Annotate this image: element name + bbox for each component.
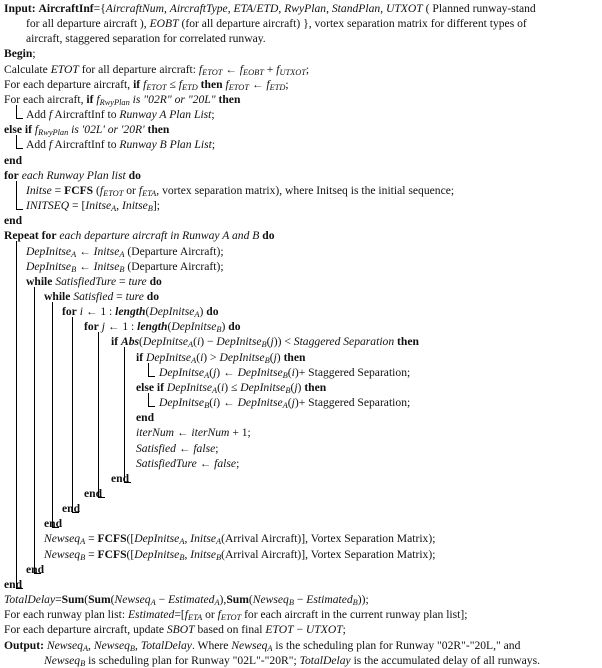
block-scope-line — [16, 181, 23, 210]
algorithm-line: if DepInitse$_A$(i) > DepInitse$_B$(j) then — [136, 350, 306, 365]
algorithm-line: TotalDelay=Sum(Sum(Newseq$_A$ − Estimated$_A$),Sum(Newseq$_B$ − Estimated$_B$)); — [4, 593, 369, 608]
block-scope-line — [16, 135, 23, 149]
algorithm-line: DepInitse$_A$(j) ← DepInitse$_B$(i)+ Staggered Separation; — [159, 365, 411, 380]
algorithm-line: Newseq$_A$ = FCFS([DepInitse$_A$, Initse$_A$(Arrival Aircraft)], Vortex Separation Matrix); — [44, 532, 436, 547]
algorithm-line: For each aircraft, if $f_{RwyPlan}$ is "02R" or "20L" then — [4, 92, 241, 108]
block-scope-line — [124, 347, 131, 483]
algorithm-line: Satisfied ← false; — [136, 441, 219, 455]
algorithm-line: Repeat for each departure aircraft in Runway A and B do — [4, 229, 275, 243]
algorithm-line: end — [4, 153, 23, 167]
algorithm-line: end — [62, 502, 81, 516]
algorithm-line: SatisfiedTure ← false; — [136, 456, 240, 470]
algorithm-line: else if DepInitse$_A$(i) ≤ DepInitse$_B$(j) then — [136, 380, 327, 395]
algorithm-line: iterNum ← iterNum + 1; — [136, 426, 251, 440]
block-scope-line — [34, 287, 41, 574]
algorithm-line: for all departure aircraft ), EOBT (for all departure aircraft) }, vortex separation matrix for different types of — [26, 17, 527, 31]
algorithm-line: Output: Newseq$_A$, Newseq$_B$, TotalDelay. Where Newseq$_A$ is the scheduling plan for Runway "02R"-"20L," and — [4, 638, 521, 653]
algorithm-line: for j ← 1 : length(DepInitse$_B$) do — [84, 320, 241, 335]
block-scope-line — [52, 302, 59, 528]
algorithm-line: Newseq$_B$ is scheduling plan for Runway "02L"-"20R"; TotalDelay is the accumulated delay of all runways. — [44, 653, 540, 668]
algorithm-line: for i ← 1 : length(DepInitse$_A$) do — [62, 305, 219, 320]
block-scope-line — [148, 393, 155, 407]
algorithm-line: Begin; — [4, 47, 36, 61]
algorithm-line: while Satisfied = ture do — [44, 289, 160, 303]
algorithm-line: DepInitse$_A$ ← Initse$_A$ (Departure Aircraft); — [26, 244, 224, 259]
block-scope-line — [16, 105, 23, 119]
algorithm-line: For each departure aircraft, update SBOT based on final ETOT − UTXOT; — [4, 623, 346, 637]
algorithm-line: Input: AircraftInf={AircraftNum, AircraftType, ETA/ETD, RwyPlan, StandPlan, UTXOT ( Planned runway-stand — [4, 2, 536, 15]
algorithm-line: Add f AircraftInf to Runway A Plan List; — [26, 108, 215, 122]
algorithm-line: DepInitse$_B$(i) ← DepInitse$_A$(j)+ Staggered Separation; — [159, 396, 411, 411]
algorithm-line: else if $f_{RwyPlan}$ is '02L' or '20R' then — [4, 123, 170, 138]
algorithm-line: INITSEQ = [Initse$_A$, Initse$_B$]; — [26, 199, 160, 214]
algorithm-line: For each runway plan list: $Estimated=[f_{ETA}$ or $f_{ETOT}$ for each aircraft in the current runway plan list]; — [4, 608, 468, 623]
algorithm-line: while SatisfiedTure = ture do — [26, 274, 162, 288]
algorithm-line: for each Runway Plan list do — [4, 168, 141, 182]
block-scope-line — [16, 241, 23, 589]
algorithm-line: end — [136, 411, 155, 425]
algorithm-line: For each departure aircraft, if $f_{ETOT} \le f_{ETD}$ then $f_{ETOT}$ ← $f_{ETD}$; — [4, 77, 289, 92]
algorithm-line: end — [26, 562, 45, 576]
algorithm-line: Initse = FCFS ($f_{ETOT}$ or $f_{ETA}$, vortex separation matrix), where Initseq is the initial sequence; — [26, 183, 455, 198]
algorithm-line: end — [111, 471, 130, 485]
algorithm-line: Add f AircraftInf to Runway B Plan List; — [26, 138, 216, 152]
algorithm-line: if Abs(DepInitse$_A$(i) − DepInitse$_B$(j)) < Staggered Separation then — [111, 335, 419, 350]
block-scope-line — [98, 332, 105, 498]
algorithm-line: end — [4, 577, 23, 591]
block-scope-line — [148, 363, 155, 377]
algorithm-line: end — [44, 517, 63, 531]
algorithm-line: Calculate ETOT for all departure aircraft: $f_{ETOT}$ ← $f_{EOBT} + f_{UTXOT}$; — [4, 62, 310, 77]
algorithm-line: DepInitse$_B$ ← Initse$_B$ (Departure Aircraft); — [26, 259, 224, 274]
block-scope-line — [72, 317, 79, 513]
algorithm-line: aircraft, staggered separation for correlated runway. — [26, 32, 266, 46]
algorithm-line: end — [84, 487, 103, 500]
algorithm-line: Newseq$_B$ = FCFS([DepInitse$_B$, Initse$_B$(Arrival Aircraft)], Vortex Separation Matrix); — [44, 547, 436, 562]
algorithm-line: end — [4, 214, 23, 228]
